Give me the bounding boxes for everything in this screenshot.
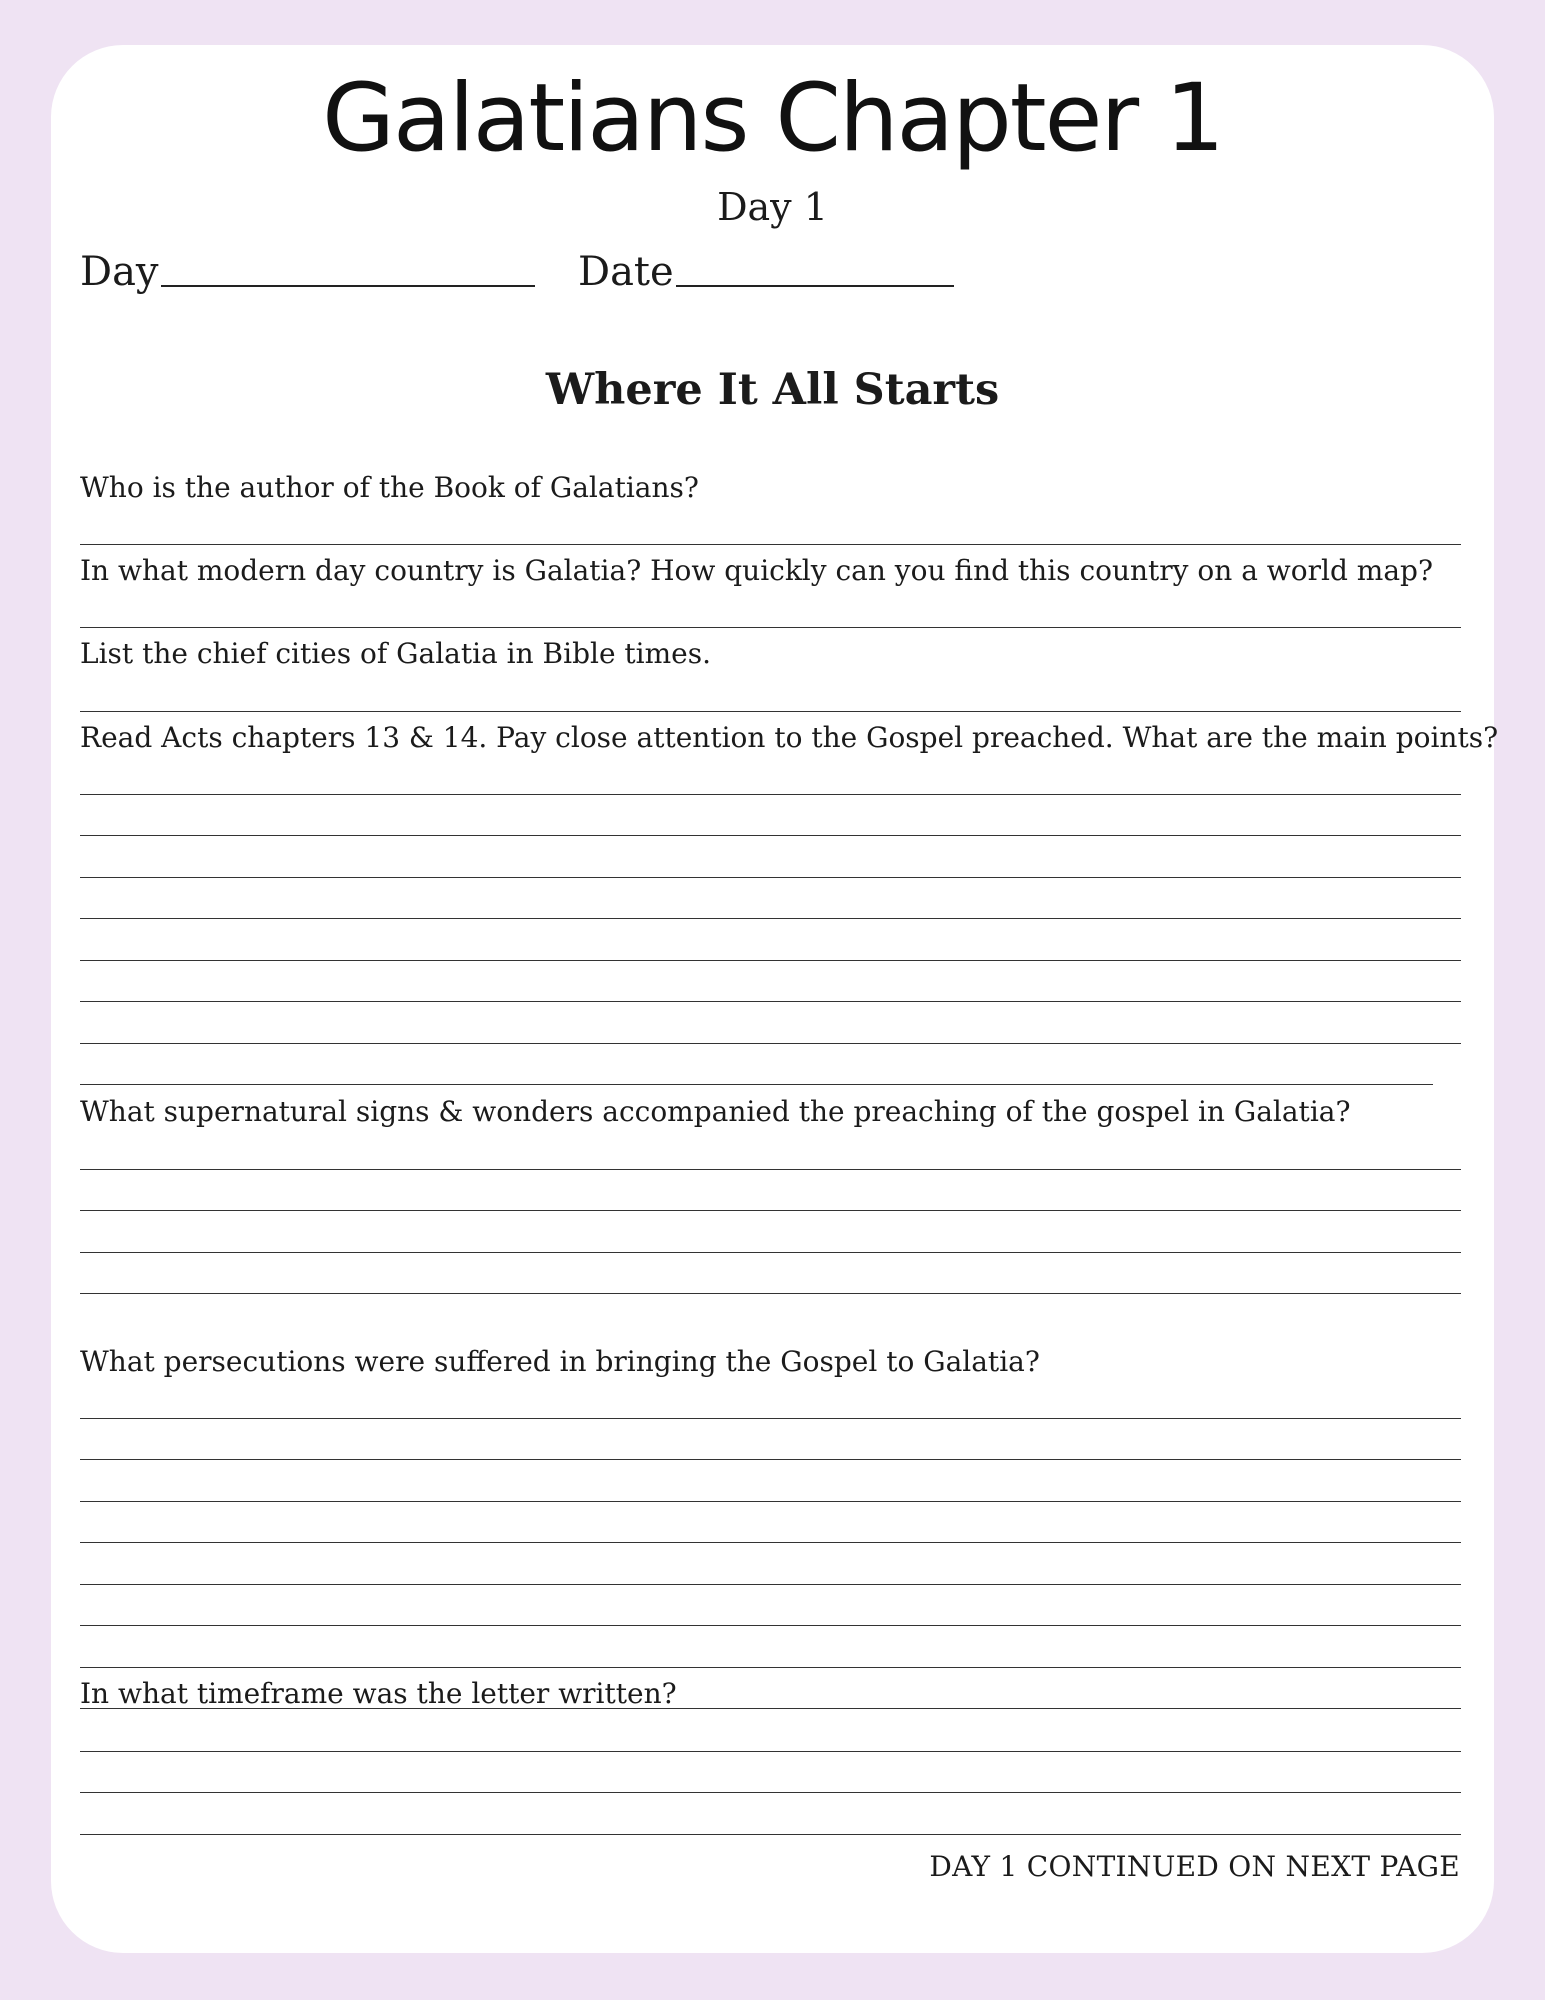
day-subtitle: Day 1 <box>717 185 828 229</box>
question-acts-gospel: Read Acts chapters 13 & 14. Pay close attention to the Gospel preached. What are the main points? <box>80 721 1499 754</box>
answer-line[interactable] <box>80 877 1461 878</box>
answer-line[interactable] <box>80 835 1461 836</box>
answer-line[interactable] <box>80 1751 1461 1752</box>
question-timeframe: In what timeframe was the letter written? <box>80 1677 677 1710</box>
question-modern-country: In what modern day country is Galatia? How quickly can you find this country on a world map? <box>80 554 1433 587</box>
day-field-label: Day <box>80 249 159 295</box>
answer-line[interactable] <box>80 960 1461 961</box>
date-field-blank[interactable] <box>676 285 954 287</box>
date-field <box>578 248 954 296</box>
worksheet-card <box>51 45 1499 1953</box>
question-persecutions: What persecutions were suffered in bringing the Gospel to Galatia? <box>80 1345 1040 1378</box>
answer-line[interactable] <box>80 1210 1461 1211</box>
answer-line[interactable] <box>80 1792 1461 1793</box>
question-signs-wonders: What supernatural signs & wonders accompanied the preaching of the gospel in Galatia? <box>80 1095 1351 1128</box>
answer-line[interactable] <box>80 1834 1461 1835</box>
answer-line[interactable] <box>80 1252 1461 1253</box>
section-title: Where It All Starts <box>545 365 1000 415</box>
answer-line[interactable] <box>80 1293 1461 1294</box>
answer-line[interactable] <box>80 1459 1461 1460</box>
answer-line[interactable] <box>80 1418 1461 1419</box>
day-field-blank[interactable] <box>161 285 535 287</box>
date-field-label: Date <box>578 249 674 295</box>
day-field <box>80 248 535 296</box>
question-chief-cities: List the chief cities of Galatia in Bible times. <box>80 637 712 670</box>
answer-line[interactable] <box>80 544 1461 545</box>
answer-line[interactable] <box>80 918 1461 919</box>
answer-line[interactable] <box>80 1084 1433 1085</box>
answer-line[interactable] <box>80 1043 1461 1044</box>
answer-line[interactable] <box>80 1001 1461 1002</box>
answer-line[interactable] <box>80 711 1461 712</box>
question-author: Who is the author of the Book of Galatians? <box>80 471 699 504</box>
answer-line[interactable] <box>80 1542 1461 1543</box>
page-title: Galatians Chapter 1 <box>322 64 1223 173</box>
continued-note: DAY 1 CONTINUED ON NEXT PAGE <box>929 1850 1460 1883</box>
answer-line[interactable] <box>80 627 1461 628</box>
answer-line[interactable] <box>80 794 1461 795</box>
answer-line[interactable] <box>80 1169 1461 1170</box>
answer-line[interactable] <box>80 1584 1461 1585</box>
answer-line[interactable] <box>80 1625 1461 1626</box>
answer-line[interactable] <box>80 1667 1461 1668</box>
answer-line[interactable] <box>80 1501 1461 1502</box>
